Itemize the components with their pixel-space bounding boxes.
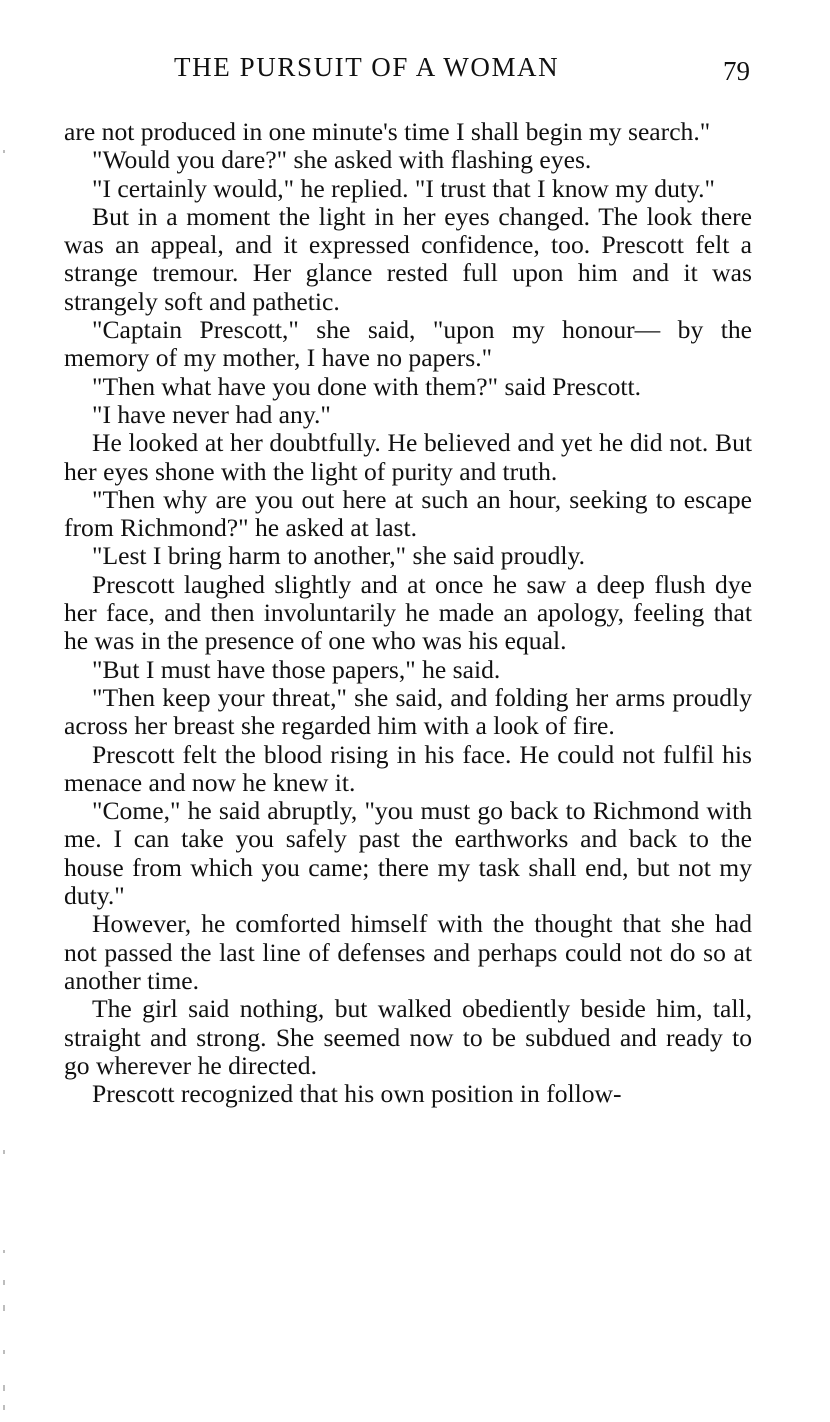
scan-speck: [3, 150, 5, 153]
paragraph: "But I must have those papers," he said.: [92, 654, 501, 684]
paragraph: Prescott laughed slightly and at once he saw a deep flush dye her face, and then involuntarily he made an apology, feeling that he was in the presence of one who was his equal.: [64, 569, 752, 656]
paragraph: But in a moment the light in her eyes changed. The look there was an appeal, and it expressed confidence, too. Prescott felt a strange tremour. Her glance rested full upon him and it was strangely soft and pathetic.: [64, 201, 752, 316]
running-title: THE PURSUIT OF A WOMAN: [174, 52, 560, 82]
running-header: [64, 52, 754, 92]
paragraph: "Then what have you done with them?" said Prescott.: [92, 371, 641, 401]
scan-speck: [3, 1385, 5, 1391]
paragraph: Prescott felt the blood rising in his face. He could not fulfil his menace and now he knew it.: [64, 739, 752, 797]
paragraph: are not produced in one minute's time I shall begin my search.": [64, 117, 711, 146]
scan-speck: [3, 1305, 5, 1311]
paragraph: "Captain Prescott," she said, "upon my honour— by the memory of my mother, I have no papers.": [64, 315, 752, 373]
scan-speck: [3, 1250, 5, 1253]
paragraph: "Come," he said abruptly, "you must go back to Richmond with me. I can take you safely past the earthworks and back to the house from which you came; there my task shall end, but not my duty.": [64, 796, 752, 911]
paragraph: "Then keep your threat," she said, and folding her arms proudly across her breast she regarded him with a look of fire.: [64, 682, 752, 741]
paragraph: Prescott recognized that his own position in follow-: [92, 1079, 622, 1109]
paragraph: "Lest I bring harm to another," she said proudly.: [92, 541, 586, 571]
page-number: 79: [723, 56, 750, 86]
scan-speck: [3, 1280, 5, 1285]
paragraph: "I certainly would," he replied. "I trust that I know my duty.": [92, 173, 715, 203]
scan-speck: [3, 1150, 5, 1154]
scan-speck: [3, 1350, 5, 1354]
paragraph: However, he comforted himself with the thought that she had not passed the last line of defenses and perhaps could not do so at another time.: [64, 909, 752, 995]
paragraph: The girl said nothing, but walked obediently beside him, tall, straight and strong. She seemed now to be subdued and ready to go wherever he directed.: [64, 994, 752, 1080]
scan-speck: [3, 1405, 5, 1410]
paragraph: He looked at her doubtfully. He believed and yet he did not. But her eyes shone with the light of purity and truth.: [64, 428, 752, 486]
paragraph: "Would you dare?" she asked with flashing eyes.: [92, 145, 592, 175]
scan-margin-specks: [0, 0, 12, 1422]
paragraph: "Then why are you out here at such an hour, seeking to escape from Richmond?" he asked at last.: [64, 484, 752, 543]
paragraph: "I have never had any.": [92, 399, 331, 429]
body-text: [64, 118, 752, 1108]
